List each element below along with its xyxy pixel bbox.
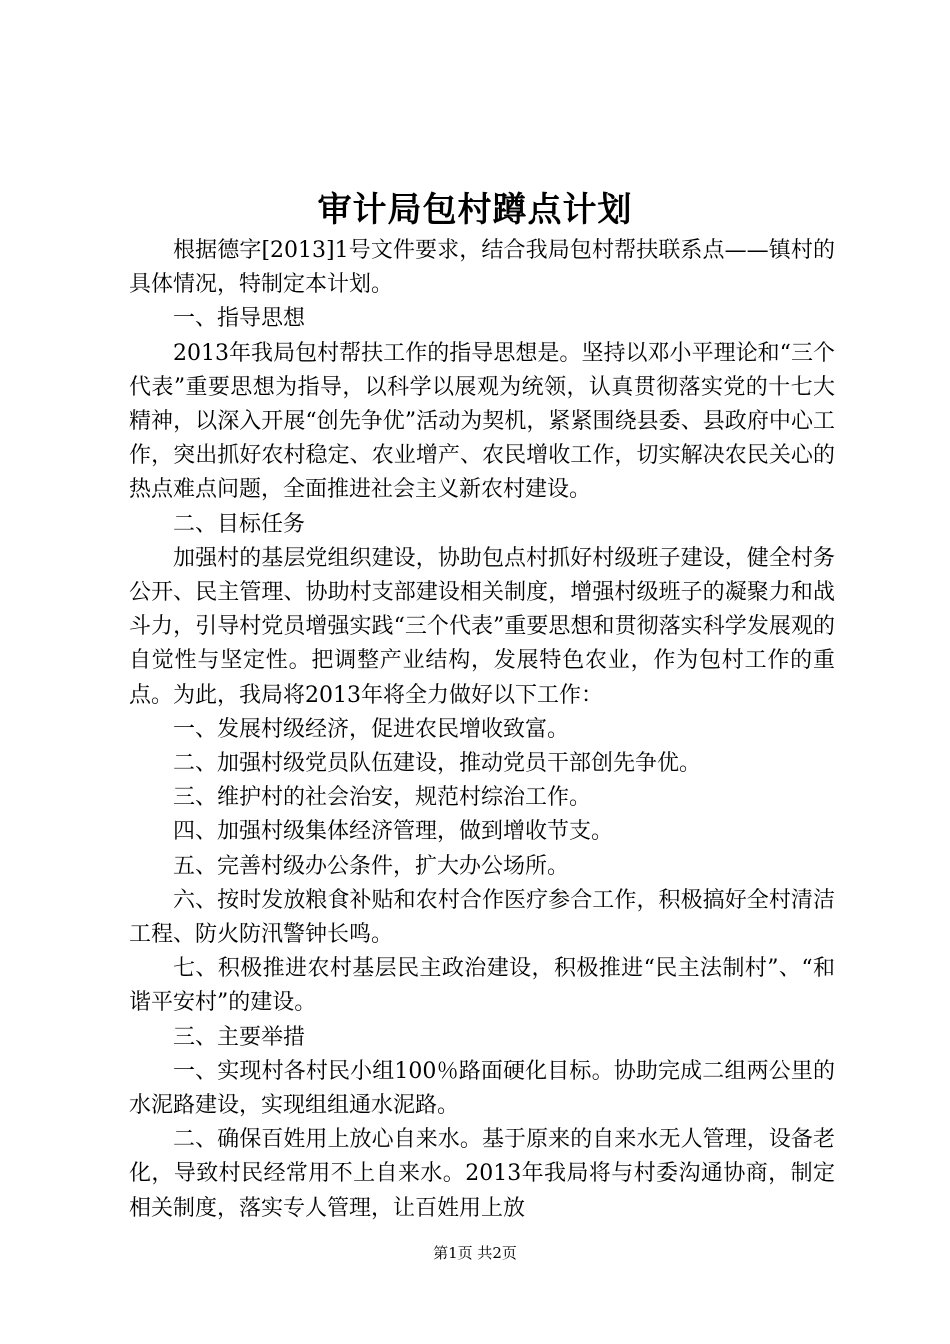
paragraph-goals: 加强村的基层党组织建设，协助包点村抓好村级班子建设，健全村务公开、民主管理、协助村支部建设相关制度，增强村级班子的凝聚力和战斗力，引导村党员增强实践“三个代表”重要思想和贯彻落实科学发展观的自觉性与坚定性。把调整产业结构，发展特色农业，作为包村工作的重点。为此，我局将2013年将全力做好以下工作： <box>129 545 835 708</box>
task-item-5: 五、完善村级办公条件，扩大办公场所。 <box>173 853 570 879</box>
section-heading-measures: 三、主要举措 <box>173 1024 306 1050</box>
task-item-1: 一、发展村级经济，促进农民增收致富。 <box>173 716 570 742</box>
task-item-3: 三、维护村的社会治安，规范村综治工作。 <box>173 785 592 811</box>
section-heading-goals: 二、目标任务 <box>173 511 306 537</box>
document-body <box>129 234 835 1226</box>
page-footer: 第1页 共2页 <box>433 1244 517 1262</box>
task-item-4: 四、加强村级集体经济管理，做到增收节支。 <box>173 819 614 845</box>
document-title: 审计局包村蹲点计划 <box>317 190 633 230</box>
paragraph-intro: 根据德字[2013]1号文件要求，结合我局包村帮扶联系点——镇村的具体情况，特制定本计划。 <box>129 238 835 298</box>
task-item-7: 七、积极推进农村基层民主政治建设，积极推进“民主法制村”、“和谐平安村”的建设。 <box>129 956 835 1016</box>
measure-item-1: 一、实现村各村民小组100％路面硬化目标。协助完成二组两公里的水泥路建设，实现组组通水泥路。 <box>129 1058 835 1119</box>
task-item-2: 二、加强村级党员队伍建设，推动党员干部创先争优。 <box>173 751 702 777</box>
paragraph-guiding-ideology: 2013年我局包村帮扶工作的指导思想是。坚持以邓小平理论和“三个代表”重要思想为指导，以科学以展观为统领，认真贯彻落实党的十七大精神，以深入开展“创先争优”活动为契机，紧紧围绕县委、县政府中心工作，突出抓好农村稳定、农业增产、农民增收工作，切实解决农民关心的热点难点问题，全面推进社会主义新农村建设。 <box>129 340 835 503</box>
section-heading-guiding-ideology: 一、指导思想 <box>173 306 306 332</box>
task-item-6: 六、按时发放粮食补贴和农村合作医疗参合工作，积极搞好全村清洁工程、防火防汛警钟长鸣。 <box>129 887 835 948</box>
measure-item-2: 二、确保百姓用上放心自来水。基于原来的自来水无人管理，设备老化，导致村民经常用不上自来水。2013年我局将与村委沟通协商，制定相关制度，落实专人管理，让百姓用上放 <box>129 1127 835 1221</box>
